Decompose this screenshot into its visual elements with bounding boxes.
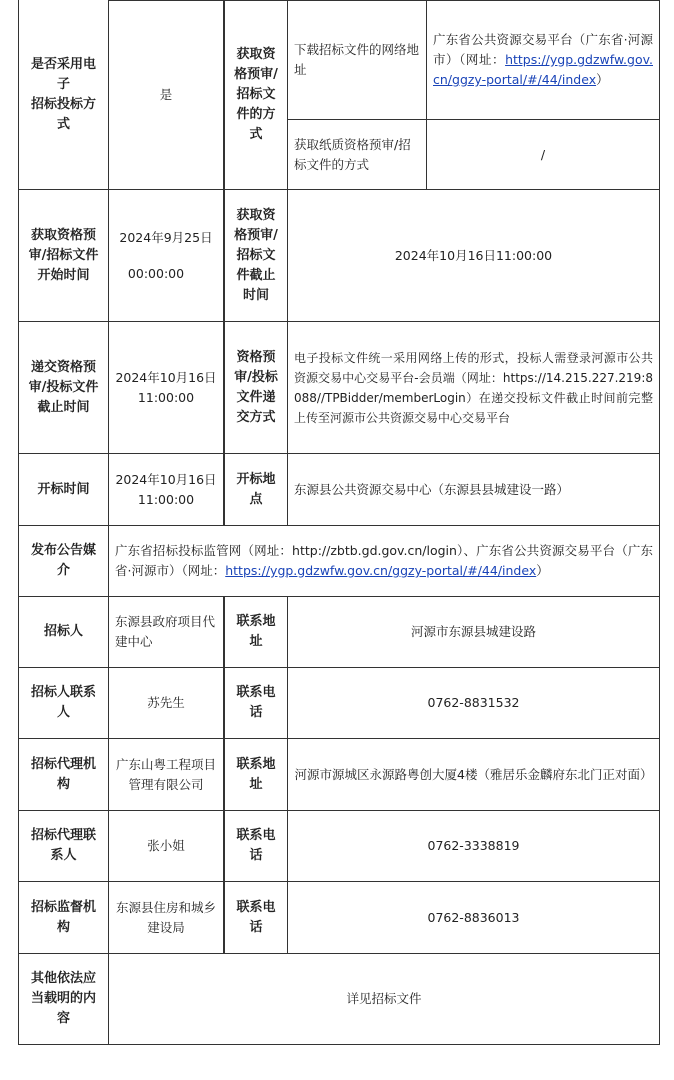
obtain-end-value-cell: 2024年10月16日11:00:00 bbox=[288, 190, 659, 322]
agency-phone-value-cell: 0762-3338819 bbox=[288, 811, 659, 882]
media-close: ） bbox=[536, 563, 549, 578]
agency-address-label-cell: 联系地址 bbox=[224, 739, 288, 811]
opening-time-value-cell bbox=[109, 454, 224, 526]
tender-info-table bbox=[18, 0, 660, 1045]
supervisor-value-cell: 东源县住房和城乡建设局 bbox=[109, 882, 224, 954]
obtain-start-label-cell: 获取资格预审/招标文件开始时间 bbox=[19, 190, 109, 322]
tenderer-phone-value-cell: 0762-8831532 bbox=[288, 668, 659, 739]
opening-place-label-cell: 开标地点 bbox=[224, 454, 288, 526]
submit-deadline-time: 11:00:00 bbox=[137, 389, 195, 405]
media-text: 广东省招标投标监管网（网址：http://zbtb.gd.gov.cn/login）、广东省公共资源交易平台（广东省·河源市）（网址： bbox=[115, 543, 653, 578]
tenderer-contact-value-cell: 苏先生 bbox=[109, 668, 224, 739]
obtain-end-label-cell: 获取资格预审/招标文件截止时间 bbox=[224, 190, 288, 322]
supervisor-label-cell: 招标监督机构 bbox=[19, 882, 109, 954]
supervisor-phone-value-cell: 0762-8836013 bbox=[288, 882, 659, 954]
opening-time: 11:00:00 bbox=[137, 491, 195, 507]
media-url-link[interactable]: https://ygp.gdzwfw.gov.cn/ggzy-portal/#/44/index bbox=[225, 563, 537, 578]
tenderer-address-label-cell: 联系地址 bbox=[224, 597, 288, 668]
download-url-link[interactable]: https://ygp.gdzwfw.gov.cn/ggzy-portal/#/44/index bbox=[433, 52, 653, 87]
submit-deadline-date: 2024年10月16日 bbox=[115, 369, 217, 385]
tenderer-phone-label-cell: 联系电话 bbox=[224, 668, 288, 739]
media-label-cell: 发布公告媒介 bbox=[19, 526, 109, 597]
opening-place-value-cell: 东源县公共资源交易中心（东源县县城建设一路） bbox=[288, 454, 659, 526]
download-address-close: ） bbox=[596, 72, 609, 87]
opening-time-label-cell: 开标时间 bbox=[19, 454, 109, 526]
download-address-cell bbox=[427, 0, 659, 120]
submit-deadline-value-cell bbox=[109, 322, 224, 454]
agency-label-cell: 招标代理机构 bbox=[19, 739, 109, 811]
tenderer-contact-label-cell: 招标人联系人 bbox=[19, 668, 109, 739]
agency-contact-label-cell: 招标代理联系人 bbox=[19, 811, 109, 882]
electronic-value-cell: 是 bbox=[109, 0, 224, 190]
media-value-cell bbox=[109, 526, 659, 597]
submit-deadline-label-cell: 递交资格预审/投标文件截止时间 bbox=[19, 322, 109, 454]
submit-method-value-cell: 电子投标文件统一采用网络上传的形式，投标人需登录河源市公共资源交易中心交易平台-会员端（网址：https://14.215.227.219:8088//TPBidder/memberLogin）在递交投标文件截止时间前完整上传至河源市公共资源交易中心交易平台 bbox=[288, 322, 659, 454]
tenderer-address-value-cell: 河源市东源县城建设路 bbox=[288, 597, 659, 668]
submit-method-label-cell: 资格预审/投标文件递交方式 bbox=[224, 322, 288, 454]
tenderer-label-cell: 招标人 bbox=[19, 597, 109, 668]
paper-value-cell: / bbox=[427, 120, 659, 190]
agency-address-value-cell: 河源市源城区永源路粤创大厦4楼（雅居乐金麟府东北门正对面） bbox=[288, 739, 659, 811]
obtain-start-date: 2024年9月25日 bbox=[119, 229, 213, 245]
electronic-label-cell: 是否采用电子 招标投标方式 bbox=[19, 0, 109, 190]
obtain-start-value-cell bbox=[109, 190, 224, 322]
other-value-cell: 详见招标文件 bbox=[346, 991, 422, 1006]
download-address-text: 广东省公共资源交易平台（广东省·河源市）（网址： bbox=[433, 32, 653, 67]
tenderer-value-cell: 东源县政府项目代建中心 bbox=[109, 597, 224, 668]
opening-date: 2024年10月16日 bbox=[115, 471, 217, 487]
obtain-method-label-cell: 获取资格预审/招标文件的方式 bbox=[224, 0, 288, 190]
download-label-cell: 下载招标文件的网络地址 bbox=[288, 0, 427, 120]
other-label-cell: 其他依法应当载明的内容 bbox=[19, 954, 109, 1044]
agency-contact-value-cell: 张小姐 bbox=[109, 811, 224, 882]
agency-value-cell: 广东山粤工程项目管理有限公司 bbox=[109, 739, 224, 811]
paper-label-cell: 获取纸质资格预审/招标文件的方式 bbox=[288, 120, 427, 190]
agency-phone-label-cell: 联系电话 bbox=[224, 811, 288, 882]
supervisor-phone-label-cell: 联系电话 bbox=[224, 882, 288, 954]
obtain-start-time: 00:00:00 bbox=[127, 265, 185, 281]
